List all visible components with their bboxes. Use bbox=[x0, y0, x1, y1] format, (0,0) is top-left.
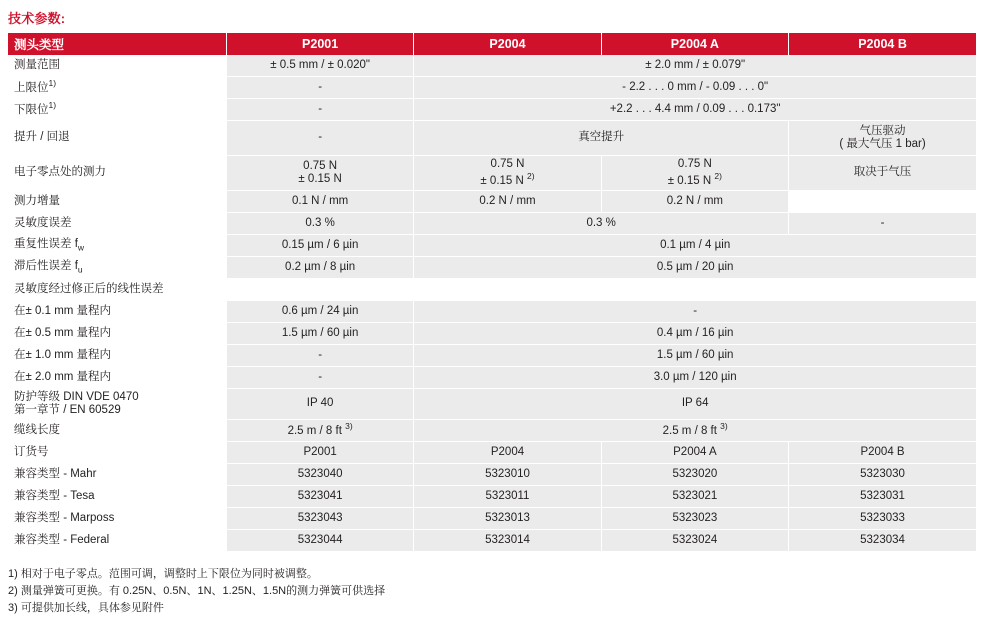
table-cell: 2.5 m / 8 ft $^{3)}$ bbox=[414, 420, 976, 442]
footnote-1: 1) 相对于电子零点。范围可调，调整时上下限位为同时被调整。 bbox=[8, 568, 318, 580]
row-label: 兼容类型 - Federal bbox=[8, 530, 226, 552]
table-cell: - bbox=[226, 345, 413, 367]
table-row bbox=[8, 55, 976, 77]
table-row bbox=[8, 235, 976, 257]
table-cell: 0.75 N ± 0.15 N bbox=[226, 156, 413, 191]
table-cell: P2004 bbox=[414, 442, 601, 464]
table-cell: 5323020 bbox=[601, 464, 788, 486]
table-row bbox=[8, 156, 976, 191]
column-header-type: 测头类型 bbox=[8, 33, 226, 55]
row-label: 上限位$^{1)}$ bbox=[8, 77, 226, 99]
table-cell: - bbox=[226, 99, 413, 121]
table-row bbox=[8, 257, 976, 279]
table-cell: IP 40 bbox=[226, 389, 413, 420]
row-label: 重复性误差 $f_w$ bbox=[8, 235, 226, 257]
table-cell: 0.6 µm / 24 µin bbox=[226, 301, 413, 323]
footnote-3: 3) 可提供加长线，具体参见附件 bbox=[8, 602, 164, 615]
table-cell: 5323010 bbox=[414, 464, 601, 486]
table-cell: 0.75 N ± 0.15 N $^{2)}$ bbox=[601, 156, 788, 191]
row-section-label: 灵敏度经过修正后的线性误差 bbox=[8, 279, 976, 301]
table-cell: - 2.2 . . . 0 mm / - 0.09 . . . 0" bbox=[414, 77, 976, 99]
row-label: 测量范围 bbox=[8, 55, 226, 77]
table-cell: P2004 B bbox=[789, 442, 976, 464]
row-label: 缆线长度 bbox=[8, 420, 226, 442]
table-cell: - bbox=[789, 213, 976, 235]
row-label: 订货号 bbox=[8, 442, 226, 464]
table-cell: 5323034 bbox=[789, 530, 976, 552]
table-cell: 5323021 bbox=[601, 486, 788, 508]
table-cell: 0.3 % bbox=[226, 213, 413, 235]
row-label: 兼容类型 - Tesa bbox=[8, 486, 226, 508]
table-cell: 0.2 N / mm bbox=[414, 191, 601, 213]
table-cell: 0.5 µm / 20 µin bbox=[414, 257, 976, 279]
table-cell: 5323031 bbox=[789, 486, 976, 508]
table-cell: 5323043 bbox=[226, 508, 413, 530]
table-body bbox=[8, 55, 976, 552]
table-row bbox=[8, 420, 976, 442]
table-cell: 0.1 N / mm bbox=[226, 191, 413, 213]
row-label: 在± 0.5 mm 量程内 bbox=[8, 323, 226, 345]
table-cell: 5323044 bbox=[226, 530, 413, 552]
table-row bbox=[8, 442, 976, 464]
row-label: 测力增量 bbox=[8, 191, 226, 213]
table-cell: 1.5 µm / 60 µin bbox=[414, 345, 976, 367]
table-cell: 5323023 bbox=[601, 508, 788, 530]
table-row bbox=[8, 530, 976, 552]
table-cell: - bbox=[226, 77, 413, 99]
table-cell: 5323011 bbox=[414, 486, 601, 508]
table-cell: 2.5 m / 8 ft $^{3)}$ bbox=[226, 420, 413, 442]
column-header-p2004b: P2004 B bbox=[789, 33, 976, 55]
table-header-row bbox=[8, 33, 976, 55]
row-label: 在± 0.1 mm 量程内 bbox=[8, 301, 226, 323]
table-cell: 取决于气压 bbox=[789, 156, 976, 191]
table-cell: 0.2 µm / 8 µin bbox=[226, 257, 413, 279]
table-cell: - bbox=[414, 301, 976, 323]
table-cell: ± 2.0 mm / ± 0.079" bbox=[414, 55, 976, 77]
table-cell: 5323030 bbox=[789, 464, 976, 486]
table-cell: 5323041 bbox=[226, 486, 413, 508]
specifications-table bbox=[8, 33, 976, 552]
table-cell: 0.1 µm / 4 µin bbox=[414, 235, 976, 257]
table-row bbox=[8, 279, 976, 301]
row-label: 滞后性误差 $f_u$ bbox=[8, 257, 226, 279]
row-label: 防护等级 DIN VDE 0470 第一章节 / EN 60529 bbox=[8, 389, 226, 420]
table-cell: 0.3 % bbox=[414, 213, 789, 235]
table-cell: 3.0 µm / 120 µin bbox=[414, 367, 976, 389]
table-row bbox=[8, 77, 976, 99]
footnote-2: 2) 测量弹簧可更换。有 0.25N、0.5N、1N、1.25N、1.5N的测力弹簧可供选择 bbox=[8, 585, 386, 598]
row-label: 在± 2.0 mm 量程内 bbox=[8, 367, 226, 389]
column-header-p2004a: P2004 A bbox=[601, 33, 788, 55]
table-cell: - bbox=[226, 121, 413, 156]
table-cell: +2.2 . . . 4.4 mm / 0.09 . . . 0.173" bbox=[414, 99, 976, 121]
table-cell: 1.5 µm / 60 µin bbox=[226, 323, 413, 345]
footnotes bbox=[8, 566, 984, 617]
table-row bbox=[8, 367, 976, 389]
table-cell: 5323024 bbox=[601, 530, 788, 552]
table-row bbox=[8, 121, 976, 156]
table-cell: 5323040 bbox=[226, 464, 413, 486]
table-row bbox=[8, 389, 976, 420]
table-row bbox=[8, 486, 976, 508]
table-row bbox=[8, 191, 976, 213]
table-cell: 真空提升 bbox=[414, 121, 789, 156]
row-label: 兼容类型 - Marposs bbox=[8, 508, 226, 530]
table-cell: 0.2 N / mm bbox=[601, 191, 788, 213]
table-cell bbox=[789, 191, 976, 213]
table-cell: 0.15 µm / 6 µin bbox=[226, 235, 413, 257]
row-label: 在± 1.0 mm 量程内 bbox=[8, 345, 226, 367]
row-label: 电子零点处的测力 bbox=[8, 156, 226, 191]
column-header-p2004: P2004 bbox=[414, 33, 601, 55]
row-label: 提升 / 回退 bbox=[8, 121, 226, 156]
table-cell: 5323033 bbox=[789, 508, 976, 530]
table-cell: 5323014 bbox=[414, 530, 601, 552]
table-cell: P2001 bbox=[226, 442, 413, 464]
row-label: 灵敏度误差 bbox=[8, 213, 226, 235]
column-header-p2001: P2001 bbox=[226, 33, 413, 55]
table-row bbox=[8, 301, 976, 323]
table-row bbox=[8, 213, 976, 235]
row-label: 兼容类型 - Mahr bbox=[8, 464, 226, 486]
table-row bbox=[8, 323, 976, 345]
table-cell: 气压驱动 ( 最大气压 1 bar) bbox=[789, 121, 976, 156]
table-row bbox=[8, 345, 976, 367]
row-label: 下限位$^{1)}$ bbox=[8, 99, 226, 121]
table-cell: P2004 A bbox=[601, 442, 788, 464]
table-cell: IP 64 bbox=[414, 389, 976, 420]
page-title: 技术参数: bbox=[8, 11, 66, 26]
table-cell: 5323013 bbox=[414, 508, 601, 530]
table-row bbox=[8, 508, 976, 530]
table-cell: 0.4 µm / 16 µin bbox=[414, 323, 976, 345]
table-row bbox=[8, 464, 976, 486]
table-row bbox=[8, 99, 976, 121]
table-cell: - bbox=[226, 367, 413, 389]
table-cell: 0.75 N ± 0.15 N $^{2)}$ bbox=[414, 156, 601, 191]
table-cell: ± 0.5 mm / ± 0.020" bbox=[226, 55, 413, 77]
